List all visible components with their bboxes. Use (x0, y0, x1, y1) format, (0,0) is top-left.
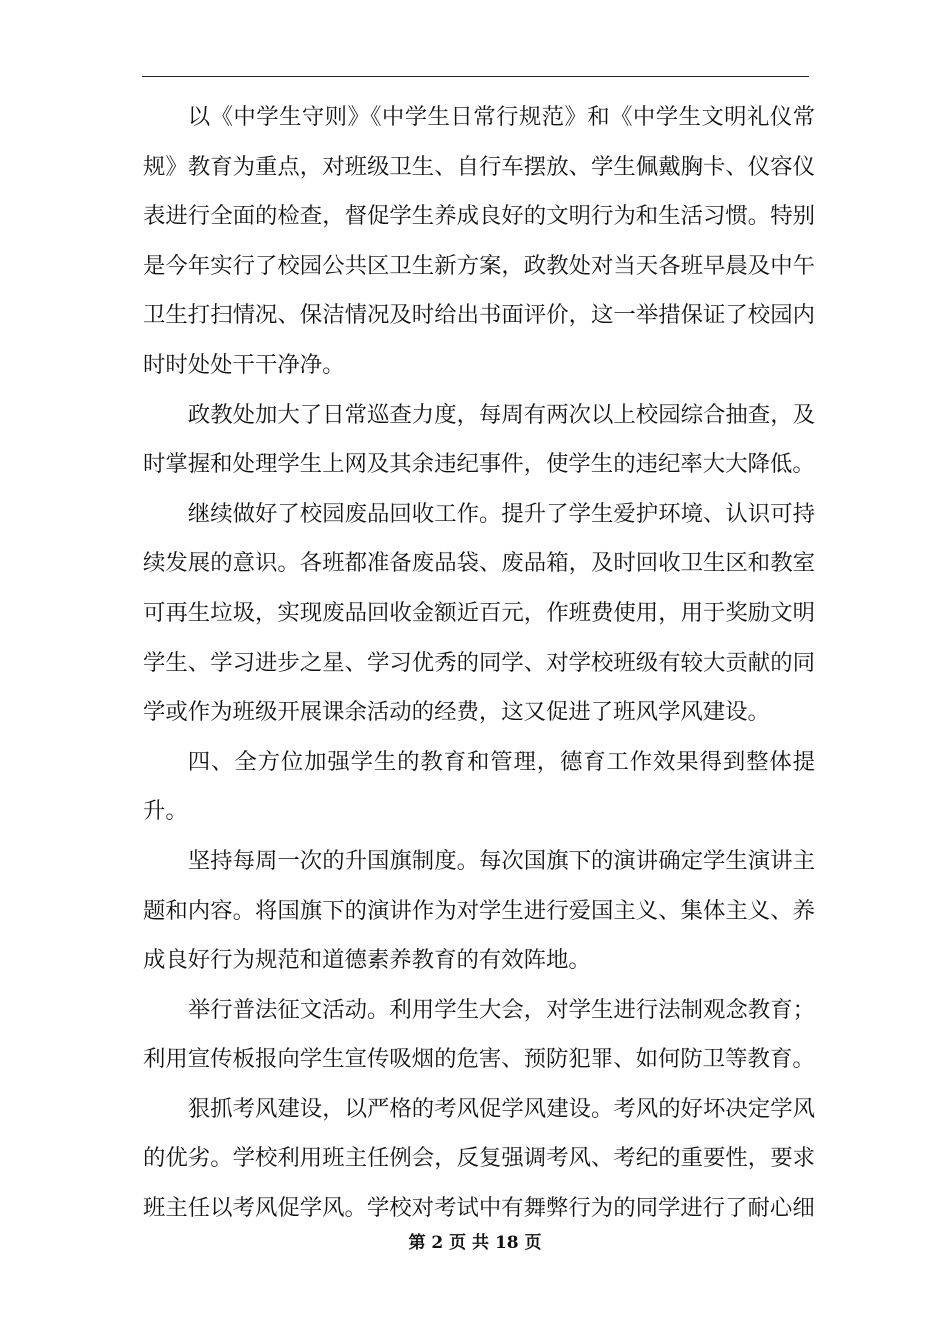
header-rule (142, 76, 809, 77)
section-heading-four: 四、全方位加强学生的教育和管理，德育工作效果得到整体提升。 (143, 748, 815, 825)
paragraph-recycling: 继续做好了校园废品回收工作。提升了学生爱护环境、认识可持续发展的意识。各班都准备废品袋、废品箱，及时回收卫生区和教室可再生垃圾，实现废品回收金额近百元，作班费使用，用于奖励文明学生、学习进步之星、学习优秀的同学、对学校班级有较大贡献的同学或作为班级开展课余活动的经费，这又促进了班风学风建设。 (143, 500, 815, 726)
page-number-footer: 第 2 页 共 18 页 (408, 1233, 542, 1253)
paragraph-patrol: 政教处加大了日常巡查力度，每周有两次以上校园综合抽查，及时掌握和处理学生上网及其余违纪事件，使学生的违纪率大大降低。 (143, 401, 815, 478)
paragraph-flag-raising: 坚持每周一次的升国旗制度。每次国旗下的演讲确定学生演讲主题和内容。将国旗下的演讲作为对学生进行爱国主义、集体主义、养成良好行为规范和道德素养教育的有效阵地。 (143, 847, 815, 974)
paragraph-hygiene-inspection: 以《中学生守则》《中学生日常行规范》和《中学生文明礼仪常规》教育为重点，对班级卫生、自行车摆放、学生佩戴胸卡、仪容仪表进行全面的检查，督促学生养成良好的文明行为和生活习惯。特别是今年实行了校园公共区卫生新方案，政教处对当天各班早晨及中午卫生打扫情况、保洁情况及时给出书面评价，这一举措保证了校园内时时处处干干净净。 (143, 104, 815, 378)
paragraph-exam-discipline: 狠抓考风建设，以严格的考风促学风建设。考风的好坏决定学风的优劣。学校利用班主任例会，反复强调考风、考纪的重要性，要求班主任以考风促学风。学校对考试中有舞弊行为的同学进行了耐心细 (143, 1095, 815, 1222)
document-body (143, 93, 815, 1234)
paragraph-legal-education: 举行普法征文活动。利用学生大会，对学生进行法制观念教育；利用宣传板报向学生宣传吸烟的危害、预防犯罪、如何防卫等教育。 (143, 996, 815, 1073)
